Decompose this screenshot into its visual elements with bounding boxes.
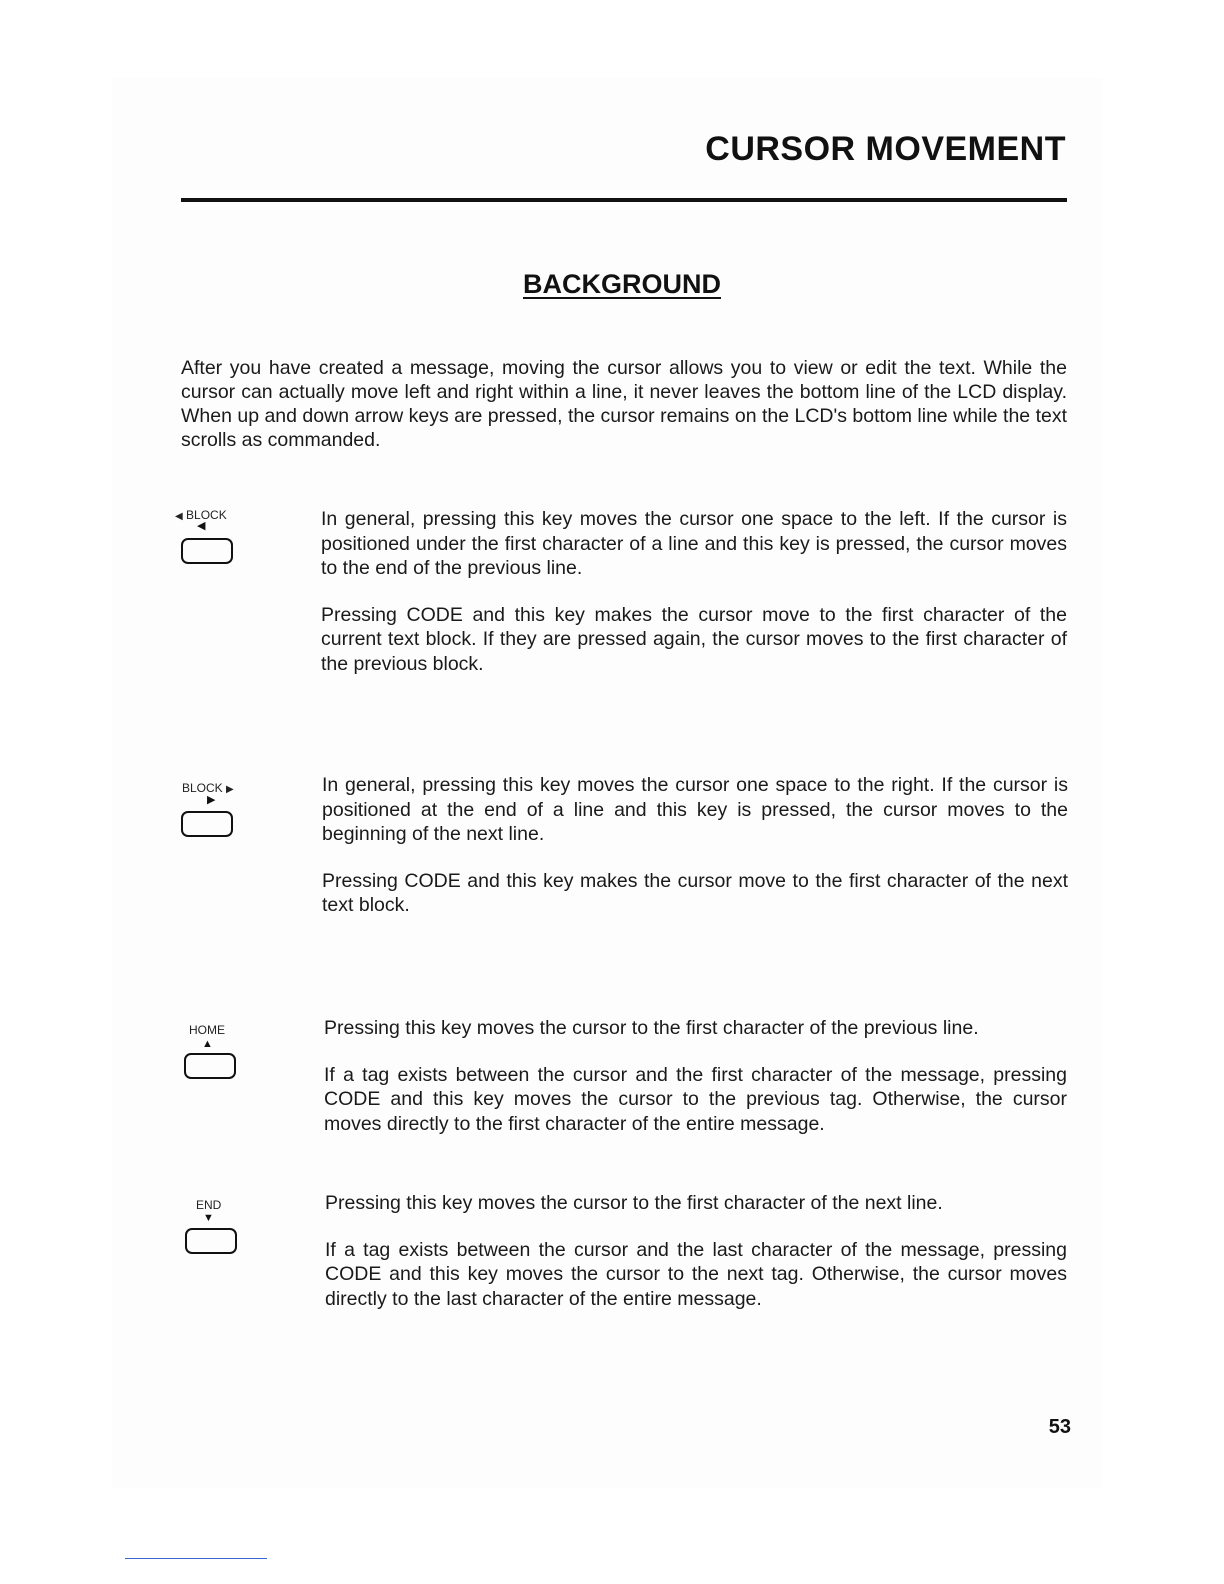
description-paragraph: In general, pressing this key moves the cursor one space to the right. If the cursor is positioned at the end of a line and this key is pressed, the cursor moves to the beginning of the next line.: [322, 774, 1068, 845]
intro-paragraph: After you have created a message, moving the cursor allows you to view or edit the text. While the cursor can actually move left and right within a line, it never leaves the bottom line of the LCD display. When up and down arrow keys are pressed, the cursor remains on the LCD's bottom line while the text scrolls as commanded.: [181, 357, 1067, 451]
left-arrow-key: [181, 538, 233, 564]
up-arrow-icon: ▲: [202, 1038, 213, 1050]
chapter-title: CURSOR MOVEMENT: [705, 130, 1066, 168]
bottom-divider: [125, 1558, 267, 1559]
description-paragraph: Pressing this key moves the cursor to the first character of the next line.: [325, 1192, 943, 1214]
key-description-block-left: [321, 507, 1067, 698]
page-number: 53: [1048, 1416, 1071, 1438]
left-arrow-icon: ◀: [197, 520, 206, 532]
key-description-home: [324, 1016, 1067, 1158]
key-label-block-right: BLOCK ▶: [182, 781, 234, 795]
key-block-end: [175, 1198, 255, 1268]
description-paragraph: If a tag exists between the cursor and the first character of the message, pressing CODE and this key moves the cursor to the previous tag. Otherwise, the cursor moves directly to the first character of the entire message.: [324, 1063, 1067, 1135]
description-paragraph: If a tag exists between the cursor and the last character of the message, pressing CODE and this key moves the cursor to the next tag. Otherwise, the cursor moves directly to the last character of the entire message.: [325, 1238, 1067, 1310]
down-arrow-icon: ▼: [203, 1212, 214, 1224]
title-rule: [181, 198, 1067, 202]
key-description-block-right: [322, 773, 1068, 940]
description-paragraph: Pressing this key moves the cursor to the first character of the previous line.: [324, 1017, 979, 1039]
right-arrow-icon: ▶: [207, 794, 216, 806]
right-arrow-key: [181, 811, 233, 837]
key-block-home: [175, 1023, 255, 1093]
up-arrow-key: [184, 1053, 236, 1079]
section-heading: BACKGROUND: [523, 269, 721, 299]
key-description-end: [325, 1191, 1067, 1333]
key-block-left: [175, 508, 255, 578]
right-arrow-icon: ▶: [226, 784, 234, 795]
down-arrow-key: [185, 1228, 237, 1254]
left-arrow-icon: ◀: [175, 511, 183, 522]
key-label-block-left: ◀ BLOCK: [175, 508, 227, 522]
description-paragraph: Pressing CODE and this key makes the cursor move to the first character of the current text block. If they are pressed again, the cursor moves to the first character of the previous block.: [321, 603, 1067, 675]
key-label-end: END: [196, 1198, 222, 1212]
key-label-home: HOME: [189, 1023, 225, 1037]
description-paragraph: Pressing CODE and this key makes the cursor move to the first character of the next text block.: [322, 869, 1068, 916]
description-paragraph: In general, pressing this key moves the cursor one space to the left. If the cursor is positioned under the first character of a line and this key is pressed, the cursor moves to the end of the previous line.: [321, 508, 1067, 579]
key-block-right: [175, 781, 255, 851]
